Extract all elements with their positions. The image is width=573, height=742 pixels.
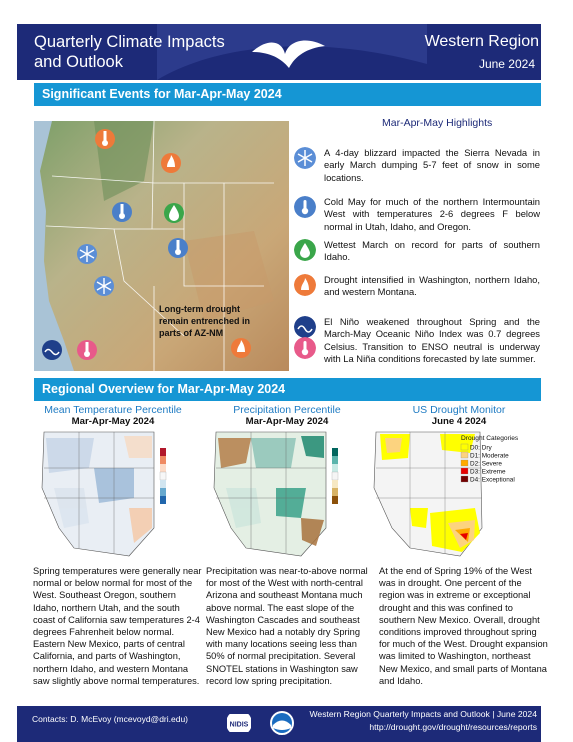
- drought-monitor-heading: US Drought Monitor: [412, 404, 506, 416]
- footer-report-title: Western Region Quarterly Impacts and Outlook | June 2024: [309, 709, 537, 719]
- temperature-percentile-map: [34, 428, 196, 560]
- noaa-logo-text: NOAA: [277, 732, 287, 736]
- region-name: Western Region: [424, 33, 539, 50]
- precip-legend: [332, 448, 338, 504]
- legend-d0: D0: Dry: [470, 444, 492, 452]
- precip-percentile-sub: Mar-Apr-May 2024: [245, 416, 329, 427]
- title-line-2: and Outlook: [34, 53, 123, 71]
- map-icon-drought-1: [161, 153, 181, 173]
- map-icon-ocean-wave: [42, 340, 62, 360]
- legend-d2: D2: Severe: [470, 460, 502, 468]
- map-icon-thermometer-3: [168, 238, 188, 258]
- raindrop-icon: [294, 239, 316, 261]
- temperature-summary: Spring temperatures were generally near normal or below normal for most of the West. Southeast Oregon, southern Idaho, northern Utah, and the south coast of California saw temperatures 2-4 degrees Fahrenheit below normal. Eastern New Mexico, parts of central California, and parts of Washington, northern Idaho, and western Montana saw slightly above normal temperatures.: [33, 566, 202, 686]
- map-icon-snowflake-1: [77, 244, 97, 264]
- temp-percentile-heading: Mean Temperature Percentile: [44, 404, 182, 416]
- map-icon-raindrop: [164, 203, 184, 223]
- noaa-logo: [269, 710, 295, 736]
- map-icon-thermometer-2: [112, 202, 132, 222]
- highlight-text: Drought intensified in Washington, northern Idaho, and western Montana.: [324, 274, 540, 298]
- temp-percentile-sub: Mar-Apr-May 2024: [71, 416, 155, 427]
- snowflake-icon: [294, 147, 316, 169]
- page-title: [34, 32, 225, 72]
- map-note-line-1: Long-term drought: [159, 304, 240, 314]
- map-icon-thermometer-1: [95, 129, 115, 149]
- title-line-1: Quarterly Climate Impacts: [34, 33, 225, 51]
- precipitation-summary: Precipitation was near-to-above normal for most of the West with north-central Arizona and southeast Montana much above normal. The east slope of the Washington Cascades and southeast New Mexico had a notably dry Spring with many locations seeing less than 50% of normal precipitation. Several SNOTEL stations in Washington saw record low spring precipitation.: [206, 566, 368, 686]
- highlight-text: A 4-day blizzard impacted the Sierra Nevada in early March dumping 5-7 feet of snow in some locations.: [324, 147, 540, 183]
- page-header: [0, 0, 573, 82]
- map-icon-thermometer-4: [77, 340, 97, 360]
- us-drought-monitor-map: [370, 428, 542, 560]
- thermometer-cold-icon: [294, 196, 316, 218]
- highlight-text: El Niño weakened throughout Spring and the March-May Oceanic Niño Index was 0.7 degrees Celsius. Transition to ENSO neutral is underway with La Niña conditions forecasted by late summer.: [324, 316, 540, 365]
- drought-legend-title: Drought Categories: [461, 435, 519, 442]
- highlight-text: Cold May for much of the northern Intermountain West with temperatures 2-6 degrees F below normal in Utah, Idaho, and Oregon.: [324, 196, 540, 232]
- significant-events-bar: Significant Events for Mar-Apr-May 2024: [34, 83, 541, 106]
- temp-legend: [160, 448, 166, 504]
- nidis-logo-text: NIDIS: [229, 721, 249, 729]
- precip-percentile-heading: Precipitation Percentile: [233, 404, 341, 416]
- legend-d1: D1: Moderate: [470, 452, 509, 460]
- highlight-text: Wettest March on record for parts of southern Idaho.: [324, 239, 540, 263]
- footer-report-link[interactable]: http://drought.gov/drought/resources/reports: [369, 722, 537, 732]
- precipitation-percentile-map: [206, 428, 368, 560]
- significant-events-map: [34, 121, 289, 371]
- report-date: June 2024: [478, 57, 535, 71]
- fire-drought-icon: [294, 274, 316, 296]
- nidis-logo: [226, 710, 252, 736]
- map-icon-drought-2: [231, 338, 251, 358]
- map-note-line-3: parts of AZ-NM: [159, 328, 224, 338]
- legend-d3: D3: Extreme: [470, 468, 506, 476]
- regional-overview-bar: Regional Overview for Mar-Apr-May 2024: [34, 378, 541, 401]
- thermometer-icon: [294, 337, 316, 359]
- highlights-title: Mar-Apr-May Highlights: [382, 117, 493, 129]
- map-icon-snowflake-2: [94, 276, 114, 296]
- map-note-line-2: remain entrenched in: [159, 316, 251, 326]
- ocean-wave-icon: [294, 316, 316, 338]
- drought-monitor-sub: June 4 2024: [431, 416, 487, 427]
- legend-d4: D4: Exceptional: [470, 476, 515, 484]
- drought-summary: At the end of Spring 19% of the West was in drought. One percent of the region was in extreme or exceptional drought and this was confined to southern New Mexico. Overall, drought conditions improved throughout spring for much of the West. Drought expansion was limited to Washington, northeast New Mexico, and small parts of Montana and Idaho.: [379, 566, 548, 686]
- footer-contact: Contacts: D. McEvoy (mcevoyd@dri.edu): [32, 714, 189, 724]
